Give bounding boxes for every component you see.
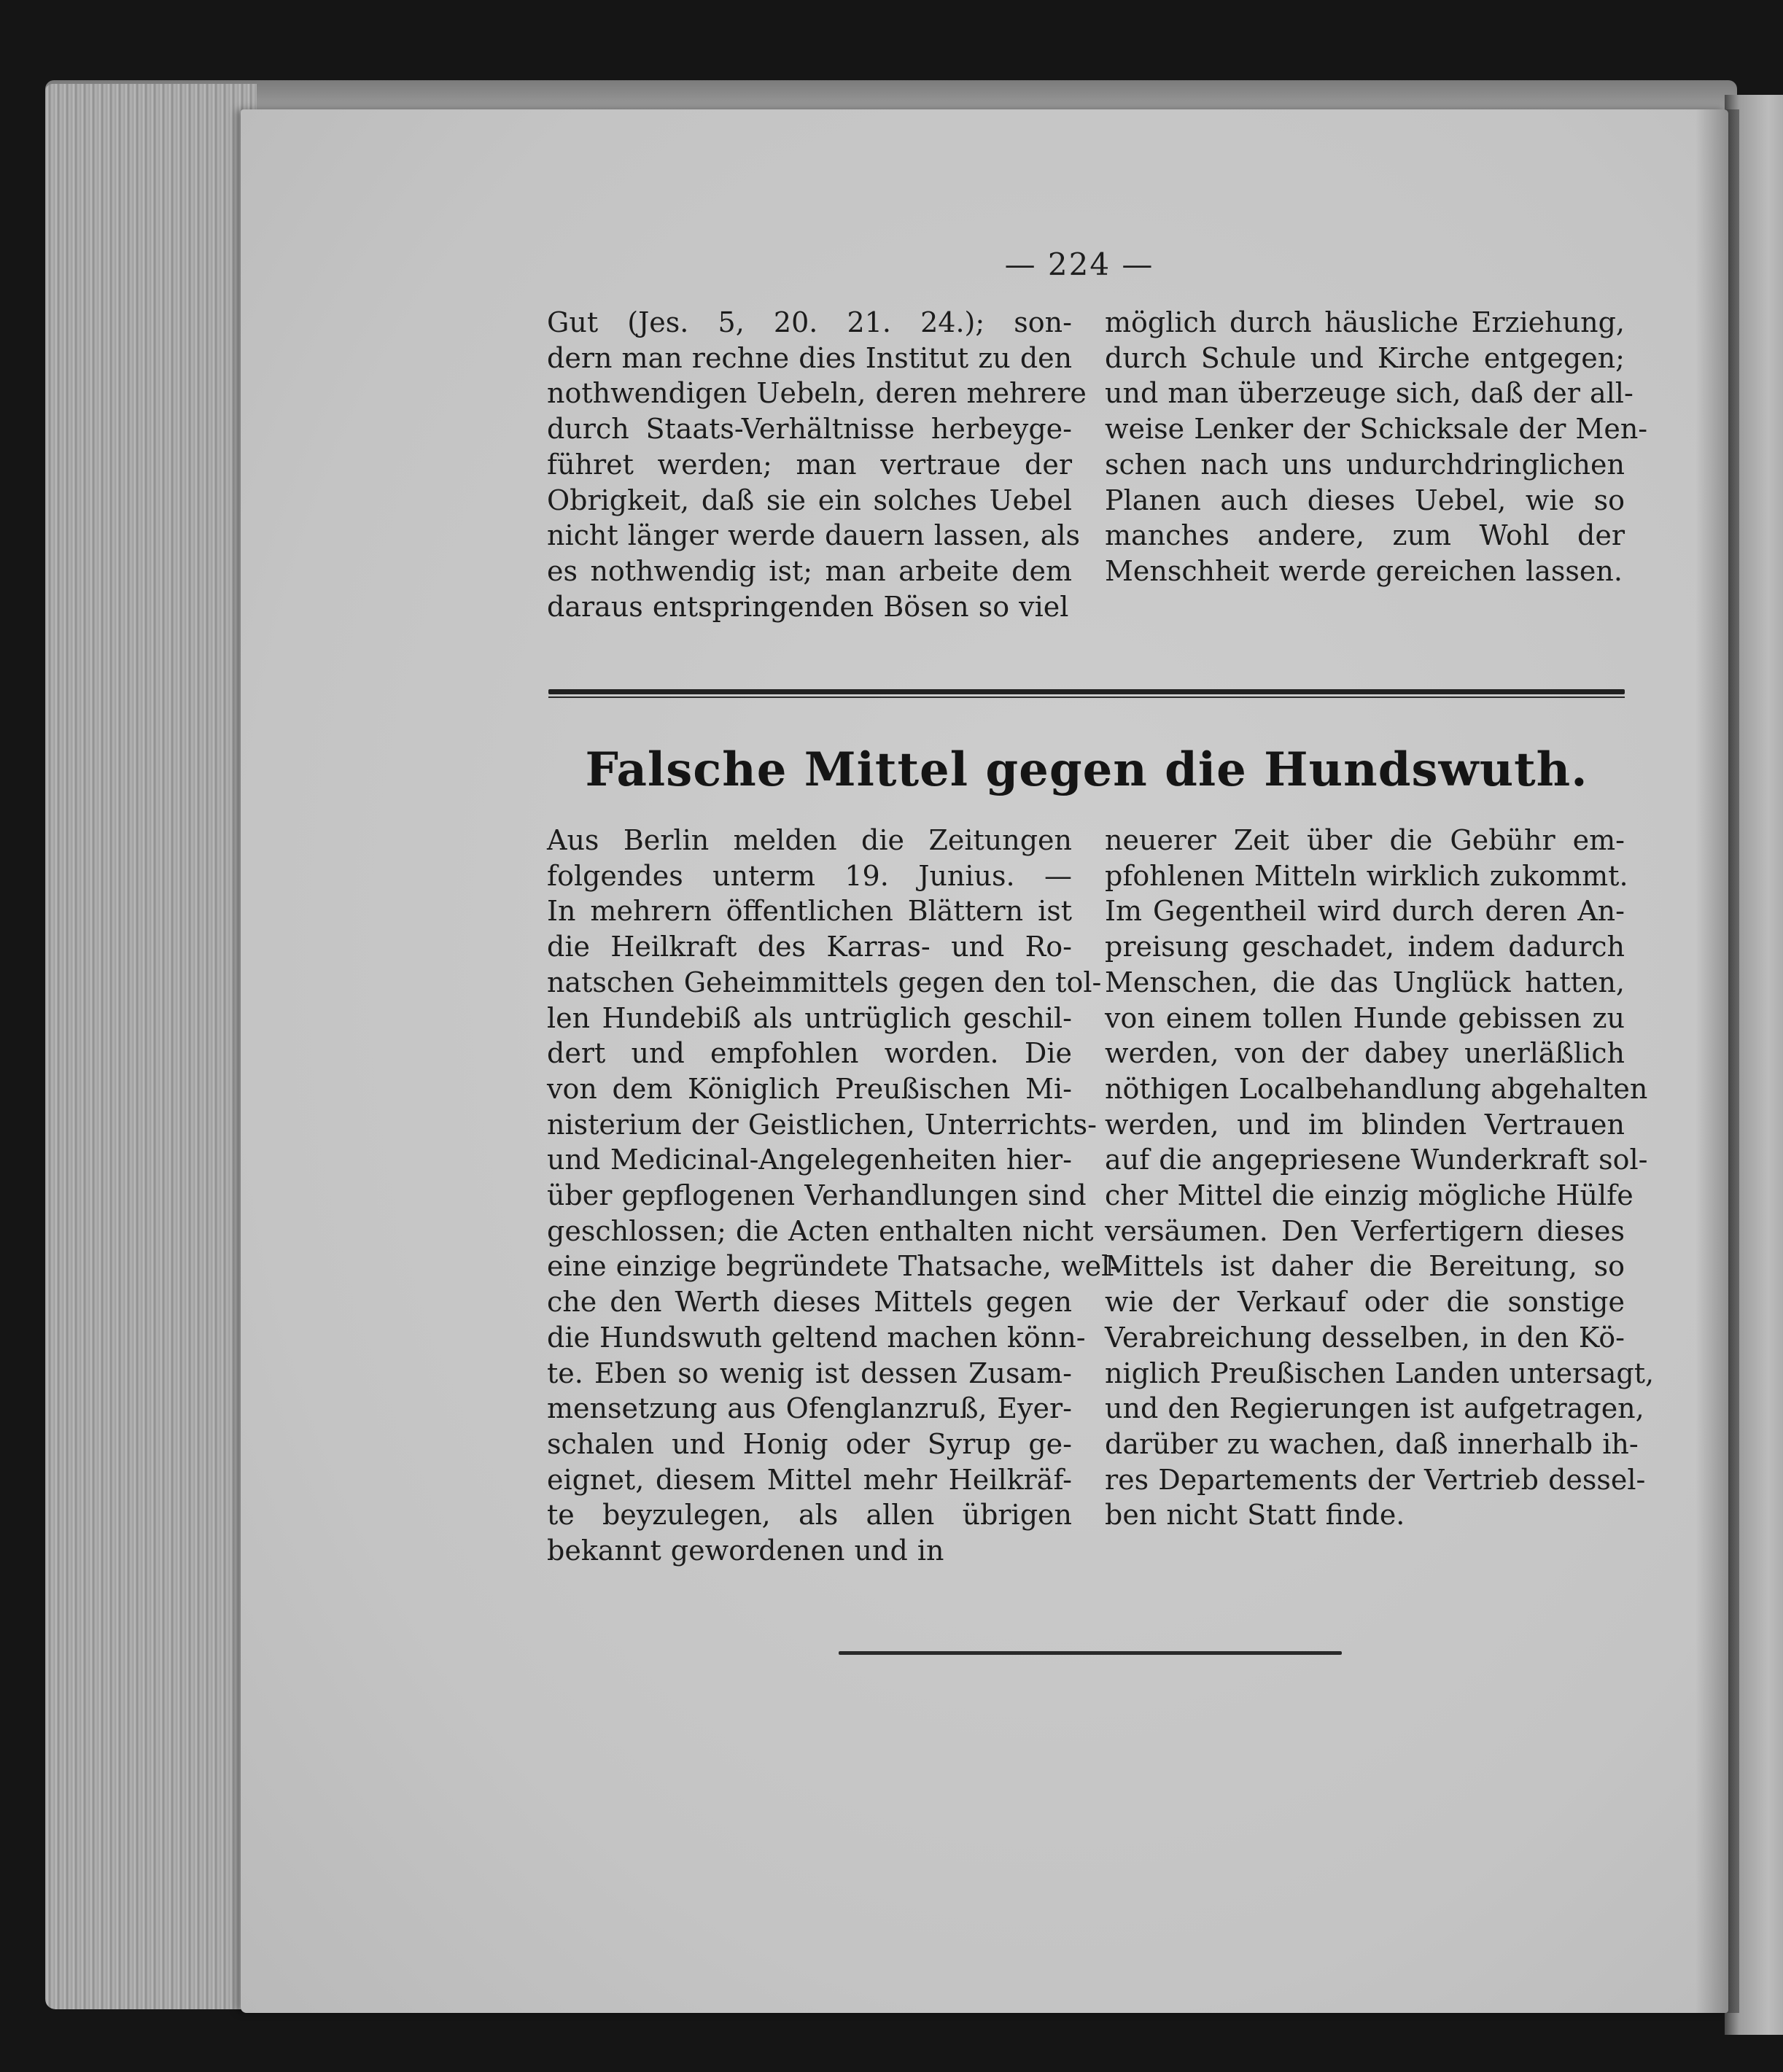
text-line: werden, und im blinden Vertrauen xyxy=(1105,1108,1625,1141)
text-line: durch Staats-Verhältnisse herbeyge- xyxy=(547,413,1072,446)
text-line: die Heilkraft des Karras- und Ro- xyxy=(547,931,1072,963)
text-line: schalen und Honig oder Syrup ge- xyxy=(547,1427,1072,1460)
text-line: Aus Berlin melden die Zeitungen xyxy=(547,824,1072,856)
continued-text-left-column xyxy=(547,305,1087,624)
text-line: führet werden; man vertraue der xyxy=(547,448,1072,481)
text-line: möglich durch häusliche Erziehung, xyxy=(1105,306,1625,338)
text-line: Mittels ist daher die Bereitung, so xyxy=(1105,1250,1625,1283)
text-line: weise Lenker der Schicksale der Men- xyxy=(1105,413,1648,446)
text-line: von dem Königlich Preußischen Mi- xyxy=(547,1072,1072,1105)
text-line: cher Mittel die einzig mögliche Hülfe xyxy=(1105,1179,1634,1212)
text-line: über gepflogenen Verhandlungen sind xyxy=(547,1179,1087,1212)
text-line: manches andere, zum Wohl der xyxy=(1105,519,1625,552)
article-end-rule xyxy=(839,1651,1342,1655)
text-line: eine einzige begründete Thatsache, wel- xyxy=(547,1250,1120,1283)
text-line: nöthigen Localbehandlung abgehalten xyxy=(1105,1072,1648,1105)
text-line: preisung geschadet, indem dadurch xyxy=(1105,931,1625,963)
text-line: Gut (Jes. 5, 20. 21. 24.); son- xyxy=(547,306,1072,338)
article-headline: Falsche Mittel gegen die Hundswuth. xyxy=(585,742,1588,797)
text-line: natschen Geheimmittels gegen den tol- xyxy=(547,966,1102,998)
text-line: dert und empfohlen worden. Die xyxy=(547,1037,1072,1070)
text-line: folgendes unterm 19. Junius. — xyxy=(547,859,1072,892)
text-line: niglich Preußischen Landen untersagt, xyxy=(1105,1357,1655,1389)
article-left-column xyxy=(547,823,1120,1569)
text-line: Planen auch dieses Uebel, wie so xyxy=(1105,484,1625,516)
text-line: darüber zu wachen, daß innerhalb ih- xyxy=(1105,1427,1639,1460)
text-line: eignet, diesem Mittel mehr Heilkräf- xyxy=(547,1463,1072,1496)
article-right-column xyxy=(1105,823,1655,1533)
text-line: Obrigkeit, daß sie ein solches Uebel xyxy=(547,484,1072,516)
text-line: werden, von der dabey unerläßlich xyxy=(1105,1037,1625,1070)
text-line: te beyzulegen, als allen übrigen xyxy=(547,1499,1072,1532)
text-line: versäumen. Den Verfertigern dieses xyxy=(1105,1214,1625,1247)
page-number: — 224 — xyxy=(1004,247,1154,282)
text-line: und Medicinal-Angelegenheiten hier- xyxy=(547,1144,1072,1176)
text-line: die Hundswuth geltend machen könn- xyxy=(547,1321,1086,1354)
section-divider-thin xyxy=(548,697,1625,698)
text-line: res Departements der Vertrieb dessel- xyxy=(1105,1463,1646,1496)
text-line: len Hundebiß als untrüglich geschil- xyxy=(547,1001,1072,1034)
text-line: dern man rechne dies Institut zu den xyxy=(547,341,1073,374)
text-line: In mehrern öffentlichen Blättern ist xyxy=(547,895,1072,928)
text-line: von einem tollen Hunde gebissen zu xyxy=(1105,1001,1625,1034)
text-line: te. Eben so wenig ist dessen Zusam- xyxy=(547,1357,1072,1389)
text-line: schen nach uns undurchdringlichen xyxy=(1105,448,1625,481)
text-line: nisterium der Geistlichen, Unterrichts- xyxy=(547,1108,1097,1141)
text-line: daraus entspringenden Bösen so viel xyxy=(547,590,1069,623)
text-line: nothwendigen Uebeln, deren mehrere xyxy=(547,377,1087,410)
text-line: che den Werth dieses Mittels gegen xyxy=(547,1286,1072,1319)
text-line: auf die angepriesene Wunderkraft sol- xyxy=(1105,1144,1648,1176)
section-divider-thick xyxy=(548,689,1625,694)
text-line: ben nicht Statt finde. xyxy=(1105,1499,1405,1532)
continued-text-right-column xyxy=(1105,305,1648,589)
text-line: mensetzung aus Ofenglanzruß, Eyer- xyxy=(547,1392,1072,1425)
text-line: neuerer Zeit über die Gebühr em- xyxy=(1105,824,1625,856)
text-line: Menschen, die das Unglück hatten, xyxy=(1105,966,1625,998)
page-stack-edge xyxy=(45,84,257,2009)
text-line: geschlossen; die Acten enthalten nicht xyxy=(547,1214,1094,1247)
text-line: wie der Verkauf oder die sonstige xyxy=(1105,1286,1625,1319)
gutter-shadow xyxy=(1695,109,1739,2013)
text-line: es nothwendig ist; man arbeite dem xyxy=(547,554,1072,587)
text-line: Menschheit werde gereichen lassen. xyxy=(1105,554,1623,587)
text-line: bekannt gewordenen und in xyxy=(547,1534,944,1567)
text-line: pfohlenen Mitteln wirklich zukommt. xyxy=(1105,859,1628,892)
text-line: Im Gegentheil wird durch deren An- xyxy=(1105,895,1625,928)
text-line: Verabreichung desselben, in den Kö- xyxy=(1105,1321,1625,1354)
text-line: und man überzeuge sich, daß der all- xyxy=(1105,377,1634,410)
text-line: durch Schule und Kirche entgegen; xyxy=(1105,341,1625,374)
text-line: und den Regierungen ist aufgetragen, xyxy=(1105,1392,1644,1425)
text-line: nicht länger werde dauern lassen, als xyxy=(547,519,1081,552)
